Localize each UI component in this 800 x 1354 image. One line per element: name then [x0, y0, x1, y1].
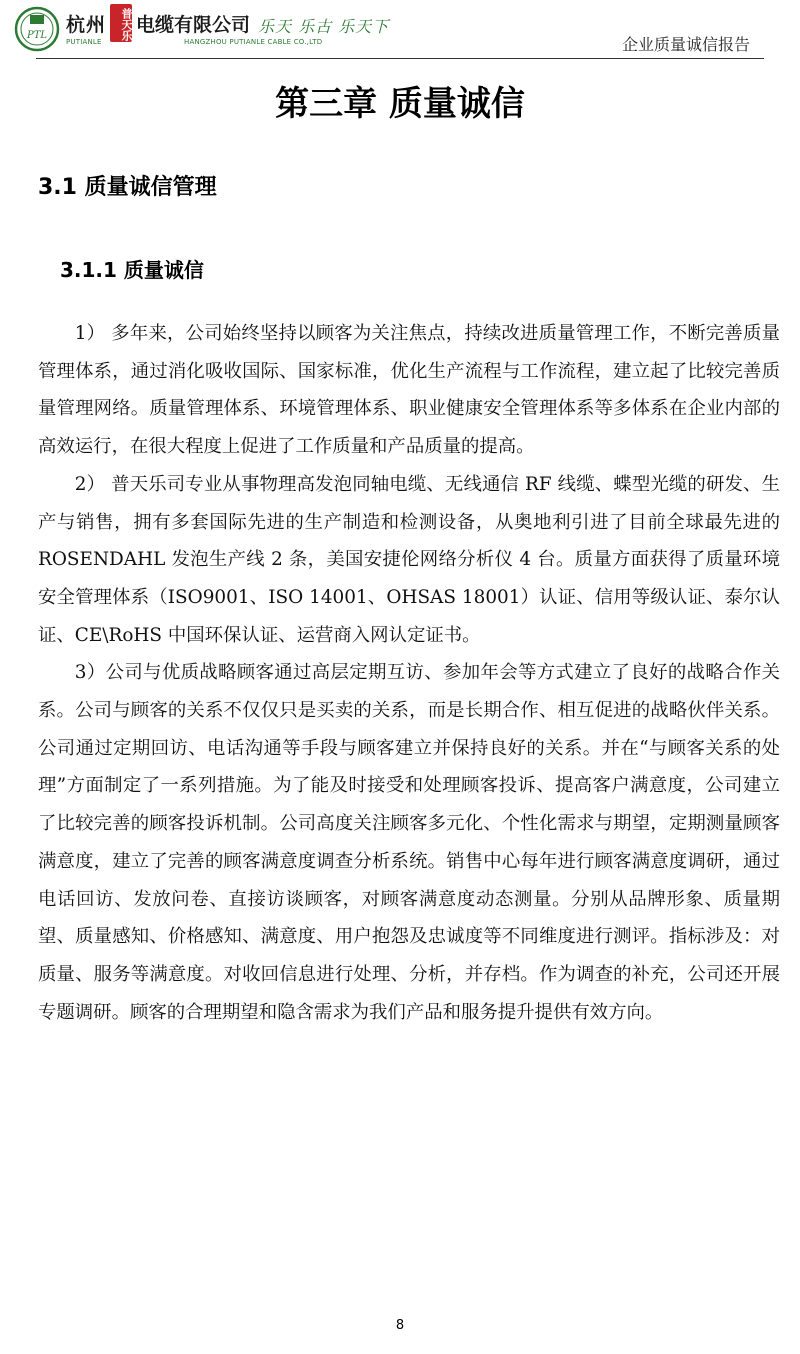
page-number: 8	[395, 1318, 405, 1333]
company-english-right: HANGZHOU PUTIANLE CABLE CO.,LTD	[184, 38, 323, 46]
ptl-logo-icon	[14, 6, 60, 52]
paragraph-1: 1） 多年来，公司始终坚持以顾客为关注焦点，持续改进质量管理工作，不断完善质量管理体系，通过消化吸收国际、国家标准，优化生产流程与工作流程，建立起了比较完善质量管理网络。质量管理体系、环境管理体系、职业健康安全管理体系等多体系在企业内部的高效运行，在很大程度上促进了工作质量和产品质量的提高。	[38, 323, 780, 458]
company-name	[66, 7, 251, 41]
section-heading: 3.1 质量诚信管理	[38, 175, 217, 200]
body-text	[38, 315, 780, 1031]
company-name-suffix: 电缆有限公司	[136, 13, 251, 36]
chapter-title: 第三章 质量诚信	[275, 84, 525, 124]
company-english-left: PUTIANLE	[66, 38, 102, 46]
logo-text: PTL	[26, 30, 48, 41]
company-english-name	[66, 38, 323, 46]
subsection-heading: 3.1.1 质量诚信	[60, 258, 204, 282]
brand-seal: 普天乐	[110, 4, 132, 42]
header-divider	[36, 58, 764, 59]
paragraph-3: 3）公司与优质战略顾客通过高层定期互访、参加年会等方式建立了良好的战略合作关系。公司与顾客的关系不仅仅只是买卖的关系，而是长期合作、相互促进的战略伙伴关系。公司通过定期回访、电话沟通等手段与顾客建立并保持良好的关系。并在“与顾客关系的处理”方面制定了一系列措施。为了能及时接受和处理顾客投诉、提高客户满意度，公司建立了比较完善的顾客投诉机制。公司高度关注顾客多元化、个性化需求与期望，定期测量顾客满意度，建立了完善的顾客满意度调查分析系统。销售中心每年进行顾客满意度调研，通过电话回访、发放问卷、直接访谈顾客，对顾客满意度动态测量。分别从品牌形象、质量期望、质量感知、价格感知、满意度、用户抱怨及忠诚度等不同维度进行测评。指标涉及：对质量、服务等满意度。对收回信息进行处理、分析，并存档。作为调查的补充，公司还开展专题调研。顾客的合理期望和隐含需求为我们产品和服务提升提供有效方向。	[38, 662, 780, 1023]
report-title: 企业质量诚信报告	[621, 35, 750, 54]
paragraph-2: 2） 普天乐司专业从事物理高发泡同轴电缆、无线通信 RF 线缆、蝶型光缆的研发、生产与销售，拥有多套国际先进的生产制造和检测设备，从奥地利引进了目前全球最先进的 ROSENDAHL 发泡生产线 2 条，美国安捷伦网络分析仪 4 台。质量方面获得了质量环境安全管理体系（ISO9001、ISO 14001、OHSAS 18001）认证、信用等级认证、泰尔认证、CE\RoHS 中国环保认证、运营商入网认定证书。	[38, 473, 780, 646]
company-slogan: 乐天 乐古 乐天下	[258, 17, 390, 36]
company-name-city: 杭州	[66, 13, 107, 36]
page-header	[0, 0, 800, 62]
